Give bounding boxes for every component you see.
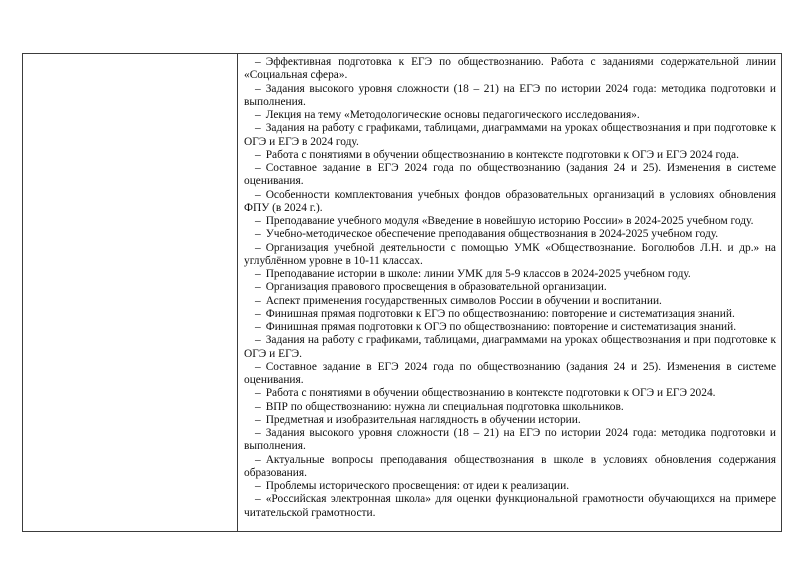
topics-table [22, 53, 782, 532]
list-item-text: Задания высокого уровня сложности (18 – 21) на ЕГЭ по истории 2024 года: методика подготовки и выполнения. [244, 427, 776, 453]
bullet-dash: – [255, 480, 261, 492]
list-item [244, 215, 776, 228]
list-item-text: Задания высокого уровня сложности (18 – 21) на ЕГЭ по истории 2024 года: методика подготовки и выполнения. [244, 82, 776, 108]
bullet-dash: – [255, 109, 261, 121]
list-item [244, 149, 776, 162]
list-item [244, 321, 776, 334]
bullet-dash: – [255, 387, 261, 400]
bullet-dash: – [255, 241, 261, 254]
list-item-text: Проблемы исторического просвещения: от идеи к реализации. [265, 480, 570, 492]
bullet-dash: – [255, 400, 261, 413]
list-item [244, 228, 776, 241]
list-item [244, 295, 776, 308]
list-item-text: Финишная прямая подготовки к ОГЭ по обществознанию: повторение и систематизация знаний. [265, 321, 737, 333]
bullet-dash: – [255, 334, 261, 347]
empty-left-cell [23, 54, 238, 531]
list-item-text: «Российская электронная школа» для оценки функциональной грамотности обучающихся на примере читательской грамотности. [244, 493, 776, 519]
bullet-dash: – [255, 82, 261, 95]
bullet-dash: – [255, 122, 261, 135]
bullet-dash: – [255, 162, 261, 174]
list-item [244, 427, 776, 454]
list-item [244, 162, 776, 189]
topics-cell [238, 54, 781, 531]
bullet-dash: – [255, 148, 261, 161]
bullet-dash: – [255, 360, 261, 373]
list-item-text: Организация правового просвещения в образовательной организации. [265, 281, 607, 294]
list-item [244, 189, 776, 216]
bullet-dash: – [255, 427, 261, 439]
list-item-text: Актуальные вопросы преподавания обществознания в школе в условиях обновления содержания образования. [244, 453, 776, 479]
list-item-text: Работа с понятиями в обучении обществознанию в контексте подготовки к ОГЭ и ЕГЭ 2024 года. [265, 148, 739, 161]
bullet-dash: – [255, 215, 261, 227]
bullet-dash: – [255, 453, 261, 466]
list-item-text: ВПР по обществознанию: нужна ли специальная подготовка школьников. [265, 400, 624, 413]
list-item [244, 387, 776, 400]
bullet-dash: – [255, 228, 261, 241]
list-item [244, 454, 776, 481]
bullet-dash: – [255, 281, 261, 294]
list-item-text: Финишная прямая подготовки к ЕГЭ по обществознанию: повторение и систематизация знаний. [265, 307, 735, 320]
list-item [244, 334, 776, 361]
list-item [244, 268, 776, 281]
list-item [244, 401, 776, 414]
list-item [244, 83, 776, 110]
list-item [244, 414, 776, 427]
list-item [244, 56, 776, 83]
list-item [244, 122, 776, 149]
list-item-text: Работа с понятиями в обучении обществознанию в контексте подготовки к ОГЭ и ЕГЭ 2024. [265, 387, 716, 400]
bullet-dash: – [255, 268, 261, 280]
list-item-text: Предметная и изобразительная наглядность в обучении истории. [265, 413, 581, 426]
bullet-dash: – [255, 56, 261, 68]
list-item [244, 480, 776, 493]
list-item-text: Учебно-методическое обеспечение преподавания обществознания в 2024-2025 учебном году. [265, 228, 719, 241]
list-item [244, 109, 776, 122]
bullet-dash: – [255, 307, 261, 320]
bullet-dash: – [255, 188, 261, 201]
topics-list [244, 56, 776, 520]
list-item [244, 308, 776, 321]
bullet-dash: – [255, 321, 261, 333]
list-item-text: Преподавание истории в школе: линии УМК для 5-9 классов в 2024-2025 учебном году. [265, 268, 691, 280]
list-item-text: Задания на работу с графиками, таблицами, диаграммами на уроках обществознания и при подготовке к ОГЭ и ЕГЭ в 2024 году. [244, 122, 776, 148]
list-item-text: Задания на работу с графиками, таблицами, диаграммами на уроках обществознания и при подготовке к ОГЭ и ЕГЭ. [244, 334, 776, 360]
bullet-dash: – [255, 294, 261, 307]
list-item-text: Преподавание учебного модуля «Введение в новейшую историю России» в 2024-2025 учебном году. [265, 215, 754, 227]
list-item-text: Составное задание в ЕГЭ 2024 года по обществознанию (задания 24 и 25). Изменения в системе оценивания. [244, 162, 776, 188]
list-item [244, 281, 776, 294]
list-item [244, 242, 776, 269]
list-item [244, 361, 776, 388]
list-item-text: Лекция на тему «Методологические основы педагогического исследования». [265, 109, 640, 121]
list-item-text: Особенности комплектования учебных фондов образовательных организаций в условиях обновления ФПУ (в 2024 г.). [244, 188, 776, 214]
list-item-text: Организация учебной деятельности с помощью УМК «Обществознание. Боголюбов Л.Н. и др.» на углублённом уровне в 10-11 классах. [244, 241, 776, 267]
list-item [244, 493, 776, 520]
bullet-dash: – [255, 493, 261, 506]
bullet-dash: – [255, 413, 261, 426]
list-item-text: Эффективная подготовка к ЕГЭ по обществознанию. Работа с заданиями содержательной линии «Социальная сфера». [244, 56, 776, 82]
list-item-text: Составное задание в ЕГЭ 2024 года по обществознанию (задания 24 и 25). Изменения в системе оценивания. [244, 360, 776, 386]
list-item-text: Аспект применения государственных символов России в обучении и воспитании. [265, 294, 662, 307]
